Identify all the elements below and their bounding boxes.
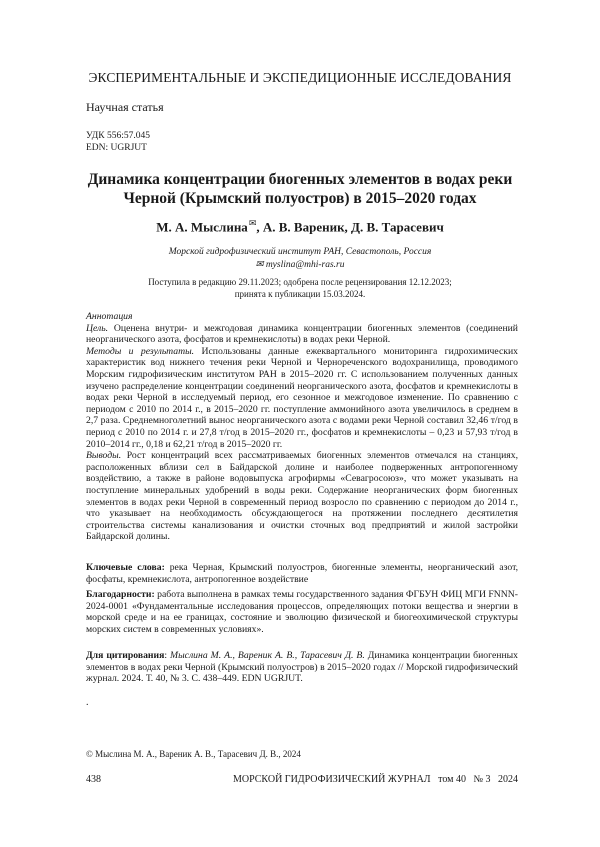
edn-code: EDN: UGRJUT (86, 142, 147, 153)
citation-text: Динамика концентрации биогенных элементов в водах реки Черной (Крымский полуостров) в 2015–2020 годах // Морской гидрофизический журнал. 2024. Т. 40, № 3. С. 438–449. EDN UGRJUT. (86, 650, 518, 685)
conclusions-label: Выводы. (86, 450, 122, 462)
citation-separator: : (164, 650, 171, 661)
dates-line-1: Поступила в редакцию 29.11.2023; одобрена после рецензирования 12.12.2023; (148, 277, 452, 287)
keywords (86, 562, 518, 585)
other-authors: , А. В. Вареник, Д. В. Тарасевич (256, 219, 444, 235)
publication-dates (86, 277, 514, 300)
goal-label: Цель. (86, 322, 109, 334)
identifiers (86, 131, 150, 154)
envelope-icon: ✉ (248, 218, 257, 228)
citation-authors: Мыслина М. А., Вареник А. В., Тарасевич Д. В. (170, 650, 365, 661)
goal-text: Оценена внутри- и межгодовая динамика концентрации биогенных элементов (соединений неорганического азота, фосфатов и кремнекислоты) в водах реки Черной. (86, 322, 518, 346)
institute: Морской гидрофизический институт РАН, Севастополь, Россия (168, 247, 432, 257)
journal-info: МОРСКОЙ ГИДРОФИЗИЧЕСКИЙ ЖУРНАЛ том 40 № 3 2024 (232, 774, 518, 785)
affiliation (86, 246, 514, 271)
keywords-text: река Черная, Крымский полуостров, биогенные элементы, неорганический азот, фосфаты, кремнекислота, антропогенное воздействие (86, 562, 518, 585)
abstract (86, 311, 518, 543)
conclusions-text: Рост концентраций всех рассматриваемых биогенных элементов отмечался на станциях, расположенных вблизи сел в Байдарской долине и наиболее подверженных антропогенному воздействию, а также в районе водовыпуска агрофирмы «Севагросоюз», что может указывать на поступление минеральных удобрений в воды реки. Содержание неорганических форм биогенных элементов в водах реки Черной в современный период возросло по сравнению с периодом до 2014 г., что указывает на необходимость обсуждающегося на протяжении последнего десятилетия строительства системы канализования и очистки сточных вод предприятий и жилой застройки Байдарской долины. (86, 450, 518, 543)
email-link[interactable]: ✉ myslina@mhi-ras.ru (255, 259, 345, 270)
keywords-label: Ключевые слова: (86, 562, 165, 573)
acknowledgments-label: Благодарности: (86, 589, 155, 600)
dates-line-2: принята к публикации 15.03.2024. (234, 288, 366, 299)
abstract-heading: Аннотация (86, 311, 133, 322)
acknowledgments-text: работа выполнена в рамках темы государственного задания ФГБУН ФИЦ МГИ FNNN-2024-0001 «Фундаментальные исследования процессов, определяющих потоки вещества и энергии в морской среде и на ее границах, состояние и эволюцию физической и биогеохимической структуры морских систем в современных условиях». (86, 589, 518, 635)
page-number: 438 (86, 774, 101, 785)
copyright: © Мыслина М. А., Вареник А. В., Тарасевич Д. В., 2024 (86, 749, 301, 759)
udk-code: УДК 556:57.045 (86, 131, 150, 141)
author-list (86, 218, 514, 235)
abstract-methods (86, 346, 518, 450)
methods-label: Методы и результаты. (86, 345, 195, 357)
abstract-goal (86, 323, 518, 346)
acknowledgments (86, 589, 518, 635)
citation (86, 650, 518, 685)
stray-mark: . (86, 697, 89, 708)
article-type: Научная статья (86, 100, 164, 114)
abstract-conclusions (86, 450, 518, 543)
methods-text: Использованы данные ежеквартального мониторинга гидрохимических характеристик вод нижнего течения реки Черной и Чернореченского водохранилища, проводимого Морским гидрофизическим институтом РАН в 2015–2020 гг. С использованием полученных данных изучено распределение концентрации соединений неорганического азота, фосфатов и кремнекислоты в водах реки Черной в исследуемый период, его сезонное и межгодовое изменение. По сравнению с периодом с 2010 по 2014 г., в 2015–2020 гг. поступление аммонийного азота увеличилось в среднем в 2,7 раза. Среднемноголетний вынос неорганического азота с водами реки Черной составил 32,46 т/год в период с 2010 по 2014 г. и 27,8 т/год в 2015–2020 гг., фосфатов и кремнекислоты – 0,23 и 57,93 т/год в 2010–2014 гг., 0,18 и 62,21 т/год в 2015–2020 гг. (86, 345, 518, 450)
first-author: М. А. Мыслина (156, 219, 248, 235)
citation-label: Для цитирования (86, 650, 165, 661)
article-title: Динамика концентрации биогенных элементов в водах реки Черной (Крымский полуостров) в 2015–2020 годах (87, 171, 513, 207)
section-heading: ЭКСПЕРИМЕНТАЛЬНЫЕ И ЭКСПЕДИЦИОННЫЕ ИССЛЕДОВАНИЯ (88, 70, 512, 85)
